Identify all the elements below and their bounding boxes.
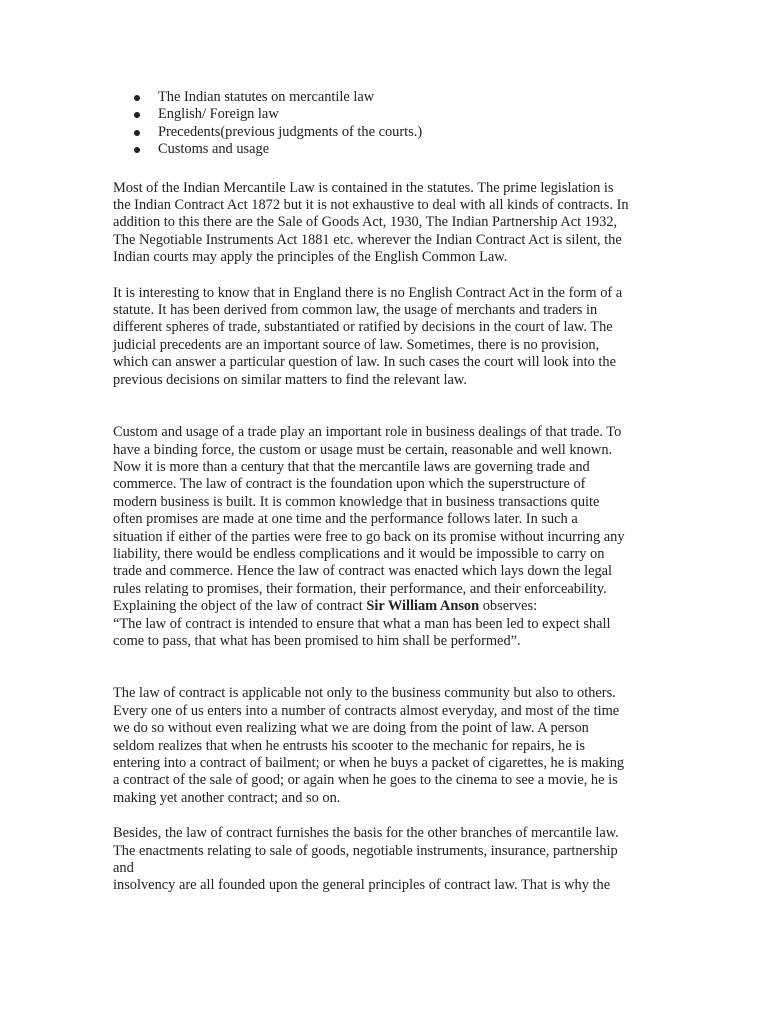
list-item <box>113 141 643 158</box>
paragraph-line: the Indian Contract Act 1872 but it is not exhaustive to deal with all kinds of contracts. In <box>113 197 629 214</box>
bullet-icon <box>134 147 140 153</box>
paragraph-line: Most of the Indian Mercantile Law is contained in the statutes. The prime legislation is <box>113 179 614 196</box>
paragraph-line: a contract of the sale of good; or again when he goes to the cinema to see a movie, he is <box>113 772 618 789</box>
paragraph-statutes <box>113 180 643 267</box>
paragraph-line: Now it is more than a century that that the mercantile laws are governing trade and <box>113 458 590 475</box>
quote-line: come to pass, that what has been promised to him shall be performed”. <box>113 632 521 649</box>
list-item-text: Precedents(previous judgments of the courts.) <box>158 123 423 140</box>
document-page <box>113 89 643 895</box>
paragraph-line: which can answer a particular question of law. In such cases the court will look into the <box>113 354 616 371</box>
list-item-text: Customs and usage <box>158 141 270 158</box>
paragraph-branches <box>113 825 643 895</box>
paragraph-line: modern business is built. It is common knowledge that in business transactions quite <box>113 493 600 510</box>
paragraph-line: different spheres of trade, substantiated or ratified by decisions in the court of law. The <box>113 319 613 336</box>
paragraph-line: It is interesting to know that in England there is no English Contract Act in the form of a <box>113 284 623 301</box>
paragraph-line: addition to this there are the Sale of Goods Act, 1930, The Indian Partnership Act 1932, <box>113 214 618 231</box>
paragraph-line: have a binding force, the custom or usage must be certain, reasonable and well known. <box>113 441 613 458</box>
paragraph-line: often promises are made at one time and the performance follows later. In such a <box>113 511 578 528</box>
list-item <box>113 89 643 106</box>
paragraph-line: commerce. The law of contract is the foundation upon which the superstructure of <box>113 476 586 493</box>
paragraph-line: Custom and usage of a trade play an important role in business dealings of that trade. To <box>113 424 622 441</box>
quote-line: “The law of contract is intended to ensure that what a man has been led to expect shall <box>113 615 611 632</box>
paragraph-line: The Negotiable Instruments Act 1881 etc. wherever the Indian Contract Act is silent, the <box>113 231 622 248</box>
list-item-text: The Indian statutes on mercantile law <box>158 89 375 105</box>
list-item-text: English/ Foreign law <box>158 106 279 123</box>
paragraph-line: and <box>113 860 134 877</box>
paragraph-line: Every one of us enters into a number of contracts almost everyday, and most of the time <box>113 702 620 719</box>
paragraph-custom-usage <box>113 424 643 650</box>
paragraph-line: Indian courts may apply the principles of the English Common Law. <box>113 249 508 266</box>
paragraph-line: making yet another contract; and so on. <box>113 789 341 806</box>
bullet-icon <box>134 130 140 136</box>
paragraph-line: Besides, the law of contract furnishes the basis for the other branches of mercantile law. <box>113 825 619 842</box>
paragraph-line: liability, there would be endless complications and it would be impossible to carry on <box>113 545 605 562</box>
anson-line <box>113 598 643 615</box>
paragraph-line: The enactments relating to sale of goods, negotiable instruments, insurance, partnership <box>113 842 618 859</box>
anson-name: Sir William Anson <box>366 598 480 615</box>
paragraph-applicability <box>113 685 643 807</box>
paragraph-line: insolvency are all founded upon the general principles of contract law. That is why the <box>113 877 611 894</box>
bullet-icon <box>134 95 140 101</box>
paragraph-line: The law of contract is applicable not only to the business community but also to others. <box>113 685 616 702</box>
paragraph-england <box>113 285 643 389</box>
anson-suffix: observes: <box>479 598 538 615</box>
paragraph-line: previous decisions on similar matters to find the relevant law. <box>113 371 467 388</box>
paragraph-line: seldom realizes that when he entrusts his scooter to the mechanic for repairs, he is <box>113 737 585 754</box>
paragraph-line: we do so without even realizing what we are doing from the point of law. A person <box>113 720 589 737</box>
bullet-icon <box>134 112 140 118</box>
list-item <box>113 106 643 123</box>
anson-prefix: Explaining the object of the law of contract <box>113 598 367 615</box>
sources-list <box>113 89 643 159</box>
paragraph-line: trade and commerce. Hence the law of contract was enacted which lays down the legal <box>113 563 613 580</box>
list-item <box>113 124 643 141</box>
paragraph-line: rules relating to promises, their formation, their performance, and their enforceability. <box>113 580 607 597</box>
paragraph-line: statute. It has been derived from common law, the usage of merchants and traders in <box>113 302 598 319</box>
paragraph-line: entering into a contract of bailment; or when he buys a packet of cigarettes, he is making <box>113 755 625 771</box>
paragraph-line: situation if either of the parties were free to go back on its promise without incurring any <box>113 528 625 545</box>
paragraph-line: judicial precedents are an important source of law. Sometimes, there is no provision, <box>113 336 600 353</box>
